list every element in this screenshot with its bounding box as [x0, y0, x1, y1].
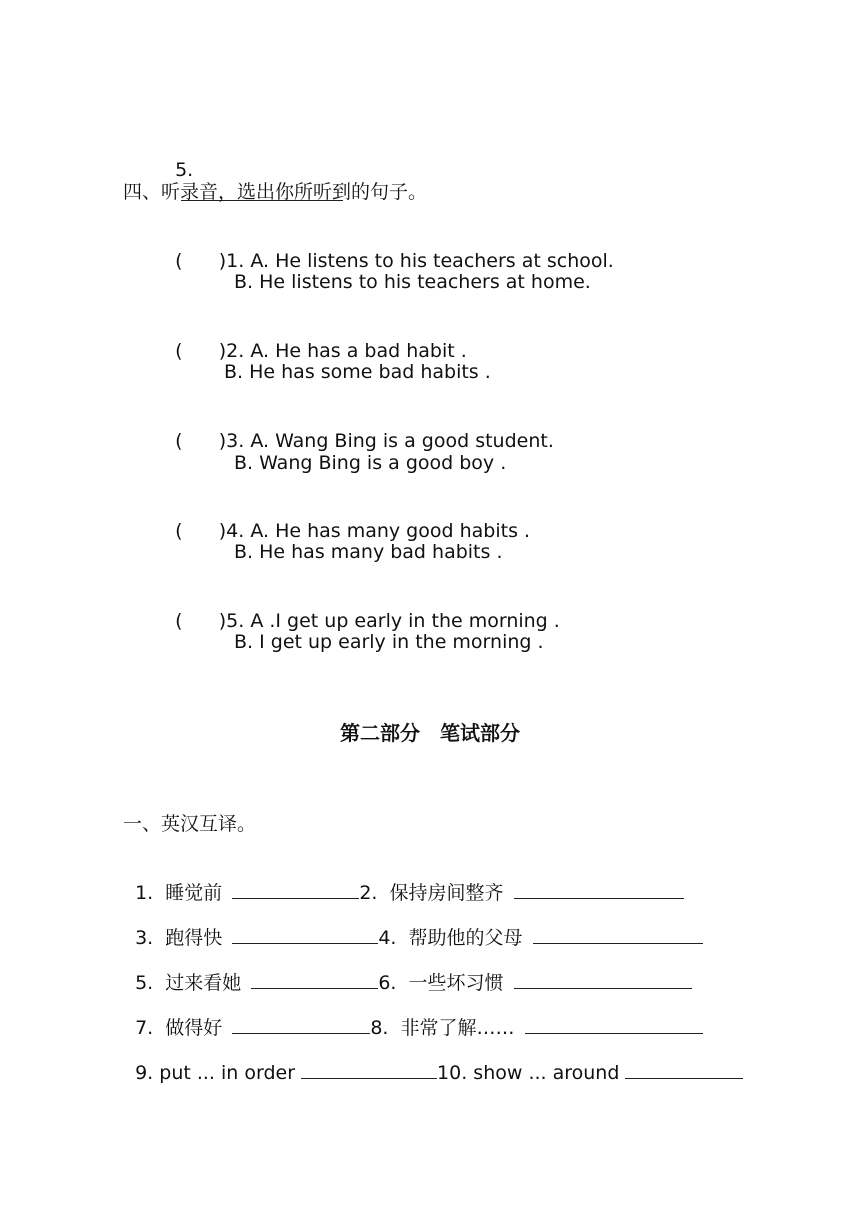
- answer-blank[interactable]: [625, 1060, 743, 1079]
- item-label: 9. put ... in order: [135, 1062, 296, 1084]
- option-b: B. Wang Bing is a good boy .: [234, 452, 507, 474]
- answer-blank[interactable]: [251, 970, 378, 989]
- answer-paren[interactable]: ( ): [175, 520, 227, 542]
- answer-blank[interactable]: [232, 925, 378, 944]
- option-a: 5. A .I get up early in the morning .: [226, 610, 560, 632]
- answer-paren[interactable]: ( ): [175, 610, 227, 632]
- option-b: B. I get up early in the morning .: [234, 631, 544, 653]
- question-3-a: [163, 405, 554, 453]
- answer-blank[interactable]: [514, 970, 692, 989]
- section-heading: 一、英汉互译。: [123, 813, 257, 835]
- translation-row-5: [123, 1036, 743, 1085]
- answer-blank[interactable]: [533, 925, 703, 944]
- question-5-a: [163, 585, 560, 633]
- item-label: 1. 睡觉前: [135, 882, 223, 904]
- item-label: 4. 帮助他的父母: [378, 927, 523, 949]
- option-a: 4. A. He has many good habits .: [226, 520, 531, 542]
- option-a: 3. A. Wang Bing is a good student.: [226, 430, 554, 452]
- option-b: B. He listens to his teachers at home.: [234, 271, 591, 293]
- option-a: 2. A. He has a bad habit .: [226, 340, 467, 362]
- question-2-a: [163, 315, 467, 363]
- option-a: 1. A. He listens to his teachers at school.: [226, 250, 614, 272]
- item-label: 3. 跑得快: [135, 927, 223, 949]
- answer-blank[interactable]: [232, 1015, 370, 1034]
- translation-row-4: [123, 991, 703, 1040]
- item-label: 8. 非常了解……: [370, 1017, 515, 1039]
- question-1-a: [163, 225, 614, 273]
- section-heading: 四、听录音，选出你所听到的句子。: [123, 181, 428, 203]
- answer-blank[interactable]: [232, 880, 359, 899]
- translation-row-2: [123, 901, 703, 950]
- answer-paren[interactable]: ( ): [175, 250, 227, 272]
- answer-blank[interactable]: [301, 1060, 437, 1079]
- answer-paren[interactable]: ( ): [175, 430, 227, 452]
- translation-row-1: [123, 856, 684, 905]
- item-label: 10. show ... around: [437, 1062, 620, 1084]
- item-label: 5. 过来看她: [135, 972, 242, 994]
- answer-blank[interactable]: [514, 880, 684, 899]
- question-4-a: [163, 495, 530, 543]
- answer-blank[interactable]: [525, 1015, 703, 1034]
- answer-paren[interactable]: ( ): [175, 340, 227, 362]
- option-b: B. He has some bad habits .: [224, 361, 491, 383]
- item-label: 2. 保持房间整齐: [359, 882, 504, 904]
- item-number: 5.: [175, 159, 194, 181]
- item-label: 7. 做得好: [135, 1017, 223, 1039]
- part-title: 第二部分 笔试部分: [340, 721, 520, 745]
- item-label: 6. 一些坏习惯: [378, 972, 504, 994]
- translation-row-3: [123, 946, 692, 995]
- option-b: B. He has many bad habits .: [234, 541, 503, 563]
